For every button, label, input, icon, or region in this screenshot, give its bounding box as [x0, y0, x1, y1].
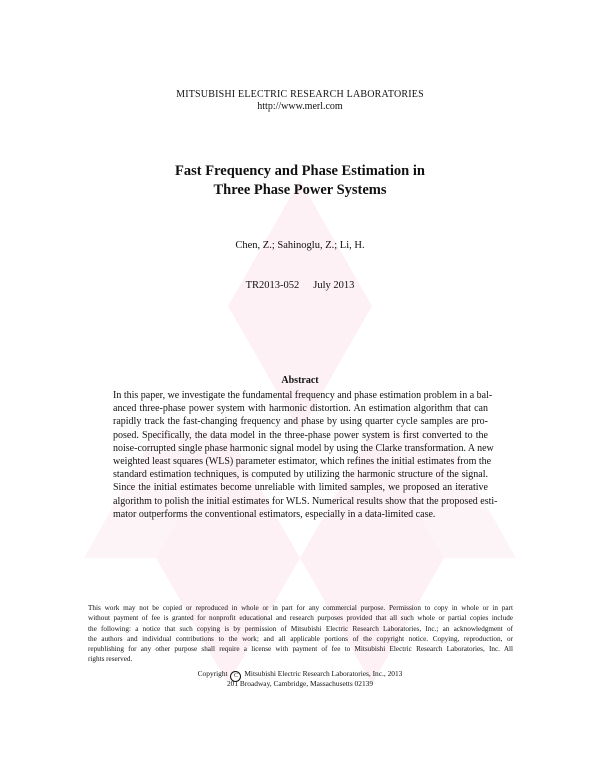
notice-line: republishing for any other purpose shall require a license with payment of fee to Mitsubishi Electric Research Laboratories, Inc. All — [88, 645, 513, 654]
report-date: July 2013 — [313, 280, 355, 291]
copyright-prefix: Copyright — [197, 669, 228, 678]
notice-line: the authors and individual contributions to the work; and all applicable portions of the copyright notice. Copying, reproduction, or — [88, 634, 513, 643]
abstract-line: weighted least squares (WLS) parameter estimator, which refines the initial estimates from the — [113, 456, 492, 468]
abstract-line: standard estimation techniques, is computed by utilizing the harmonic structure of the signal. — [113, 469, 488, 481]
paper-title — [0, 162, 600, 200]
notice-line: the following: a notice that such copying is by permission of Mitsubishi Electric Research Laboratories, Inc.; an acknowledgment of — [88, 624, 513, 633]
abstract-line: noise-corrupted single phase harmonic signal model by using the Clarke transformation. A new — [113, 442, 494, 454]
abstract-line: anced three-phase power system with harmonic distortion. An estimation algorithm that can — [113, 403, 488, 415]
copyright-notice — [88, 603, 513, 665]
title-line-2: Three Phase Power Systems — [213, 182, 387, 198]
notice-line: This work may not be copied or reproduced in whole or in part for any commercial purpose. Permission to copy in whole or in part — [88, 604, 513, 612]
abstract-line: In this paper, we investigate the fundamental frequency and phase estimation problem in a bal- — [113, 390, 493, 401]
abstract-line: algorithm to polish the initial estimates for WLS. Numerical results show that the proposed esti- — [113, 495, 498, 507]
copyright-holder: Mitsubishi Electric Research Laboratories, Inc., 2013 — [244, 669, 403, 678]
title-line-1: Fast Frequency and Phase Estimation in — [175, 163, 425, 179]
lab-address: 201 Broadway, Cambridge, Massachusetts 02139 — [226, 679, 374, 688]
lab-url[interactable]: http://www.merl.com — [257, 101, 343, 112]
abstract-body — [113, 389, 498, 521]
abstract-line: rapidly track the fast-changing frequency and phase by using quarter cycle samples are pro- — [113, 416, 488, 428]
copyright-icon: C — [230, 671, 241, 682]
report-number: TR2013-052 — [245, 280, 300, 291]
abstract-line: mator outperforms the conventional estimators, especially in a data-limited case. — [113, 508, 436, 520]
lab-name: MITSUBISHI ELECTRIC RESEARCH LABORATORIES — [176, 89, 424, 100]
abstract-heading: Abstract — [281, 375, 319, 386]
abstract-line: posed. Specifically, the data model in the three-phase power system is first converted to the — [113, 429, 488, 441]
abstract-line: Since the initial estimates become unreliable with limited samples, we proposed an iterative — [113, 482, 488, 494]
report-info — [0, 280, 600, 291]
notice-line: rights reserved. — [88, 655, 133, 664]
author-list: Chen, Z.; Sahinoglu, Z.; Li, H. — [235, 240, 365, 251]
notice-line: without payment of fee is granted for nonprofit educational and research purposes provided that all such whole or partial copies include — [88, 614, 513, 623]
